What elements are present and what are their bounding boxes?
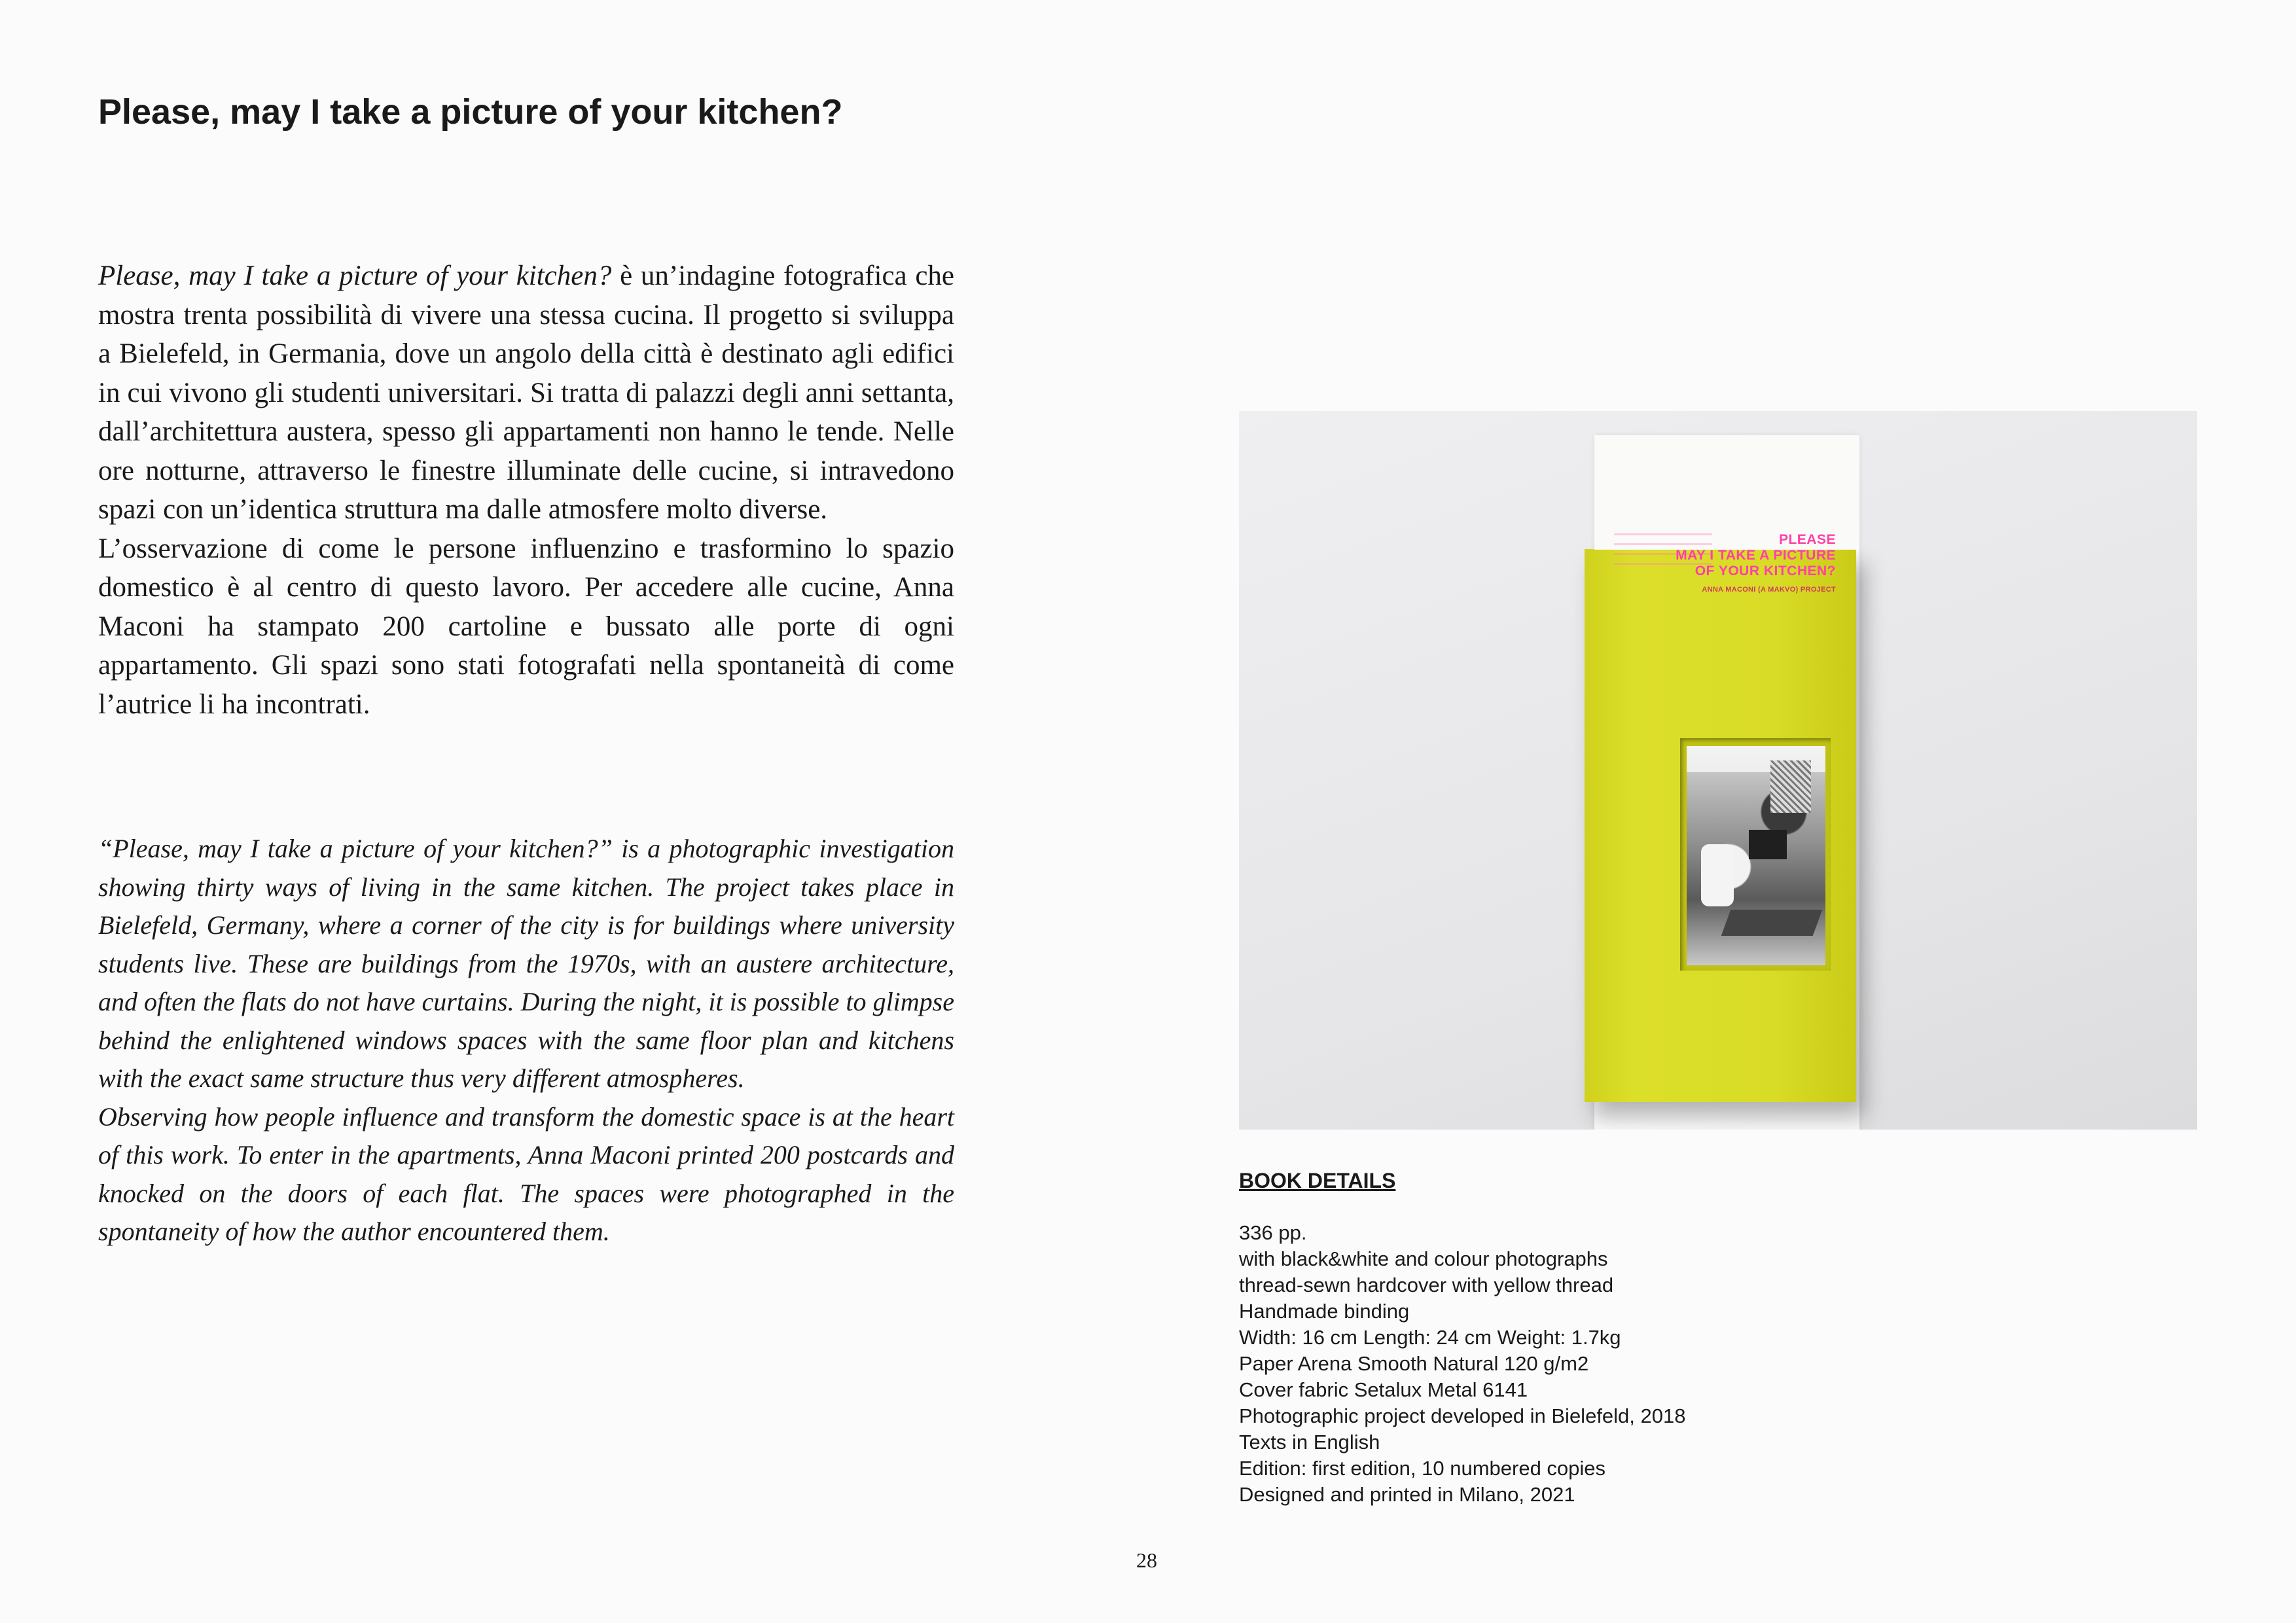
cover-window-photo xyxy=(1687,746,1825,965)
detail-item: Designed and printed in Milano, 2021 xyxy=(1239,1483,1575,1506)
cover-title xyxy=(1676,532,1836,579)
detail-item: Edition: first edition, 10 numbered copies xyxy=(1239,1457,1606,1480)
cover-title-line-1: PLEASE xyxy=(1778,532,1836,547)
cover-title-line-2: MAY I TAKE A PICTURE xyxy=(1676,548,1836,563)
detail-item: Handmade binding xyxy=(1239,1300,1410,1323)
detail-item: Texts in English xyxy=(1239,1431,1380,1454)
english-paragraph-2: Observing how people influence and transform the domestic space is at the heart of this work. To enter in the apartments, Anna Maconi printed 200 postcards and knocked on the doors of each flat. The spaces were photographed in the spontaneity of how the author encountered them. xyxy=(98,1101,954,1246)
italian-paragraph-1-text: è un’indagine fotografica che mostra trenta possibilità di vivere una stessa cucina. Il progetto si sviluppa a Bielefeld, in Germania, dove un angolo della città è destinato agli edifici in cui vivono gli studenti universitari. Si tratta di palazzi degli anni settanta, dall’architettura austera, spesso gli appartamenti non hanno le tende. Nelle ore notturne, attraverso le finestre illuminate delle cucine, si intravedono spazi con un’identica struttura ma dalle atmosfere molto diverse. xyxy=(98,260,955,525)
sleeve-top xyxy=(1594,435,1859,594)
photo-poster xyxy=(1770,760,1811,813)
cover-subtitle: ANNA MACONI (A MAKVO) PROJECT xyxy=(1702,586,1836,594)
book-details-heading: BOOK DETAILS xyxy=(1239,1169,1396,1192)
photo-chair xyxy=(1701,844,1734,906)
photo-tv xyxy=(1749,830,1787,859)
page-number: 28 xyxy=(1136,1548,1157,1572)
english-paragraph-1: “Please, may I take a picture of your kitchen?” is a photographic investigation showing thirty ways of living in the same kitchen. The project takes place in Bielefeld, Germany, where a corner of the city is for buildings where university students live. These are buildings from the 1970s, with an austere architecture, and often the flats do not have curtains. During the night, it is possible to glimpse behind the enlightened windows spaces with the same floor plan and kitchens with the exact same structure thus very different atmospheres. xyxy=(98,834,954,1093)
book-photo xyxy=(1239,411,2197,1130)
detail-item: with black&white and colour photographs xyxy=(1239,1247,1608,1270)
photo-table xyxy=(1721,910,1823,936)
detail-item: Photographic project developed in Bielefeld, 2018 xyxy=(1239,1404,1686,1427)
italian-text xyxy=(98,257,954,724)
english-text xyxy=(98,830,954,1251)
detail-item: thread-sewn hardcover with yellow thread xyxy=(1239,1274,1614,1296)
book-details-list xyxy=(1239,1220,1685,1508)
detail-item: Cover fabric Setalux Metal 6141 xyxy=(1239,1378,1528,1401)
italian-paragraph-1 xyxy=(98,257,954,529)
detail-item: Paper Arena Smooth Natural 120 g/m2 xyxy=(1239,1352,1589,1375)
cover-title-line-3: OF YOUR KITCHEN? xyxy=(1695,563,1836,579)
page-title: Please, may I take a picture of your kitchen? xyxy=(98,92,843,132)
italian-lead-title: Please, may I take a picture of your kitchen? xyxy=(98,260,612,291)
italian-paragraph-2: L’osservazione di come le persone influenzino e trasformino lo spazio domestico è al centro di questo lavoro. Per accedere alle cucine, Anna Maconi ha stampato 200 cartoline e bussato alle porte di ogni appartamento. Gli spazi sono stati fotografati nella spontaneità di come l’autrice li ha incontrati. xyxy=(98,533,954,720)
detail-item: 336 pp. xyxy=(1239,1221,1307,1244)
detail-item: Width: 16 cm Length: 24 cm Weight: 1.7kg xyxy=(1239,1326,1621,1349)
